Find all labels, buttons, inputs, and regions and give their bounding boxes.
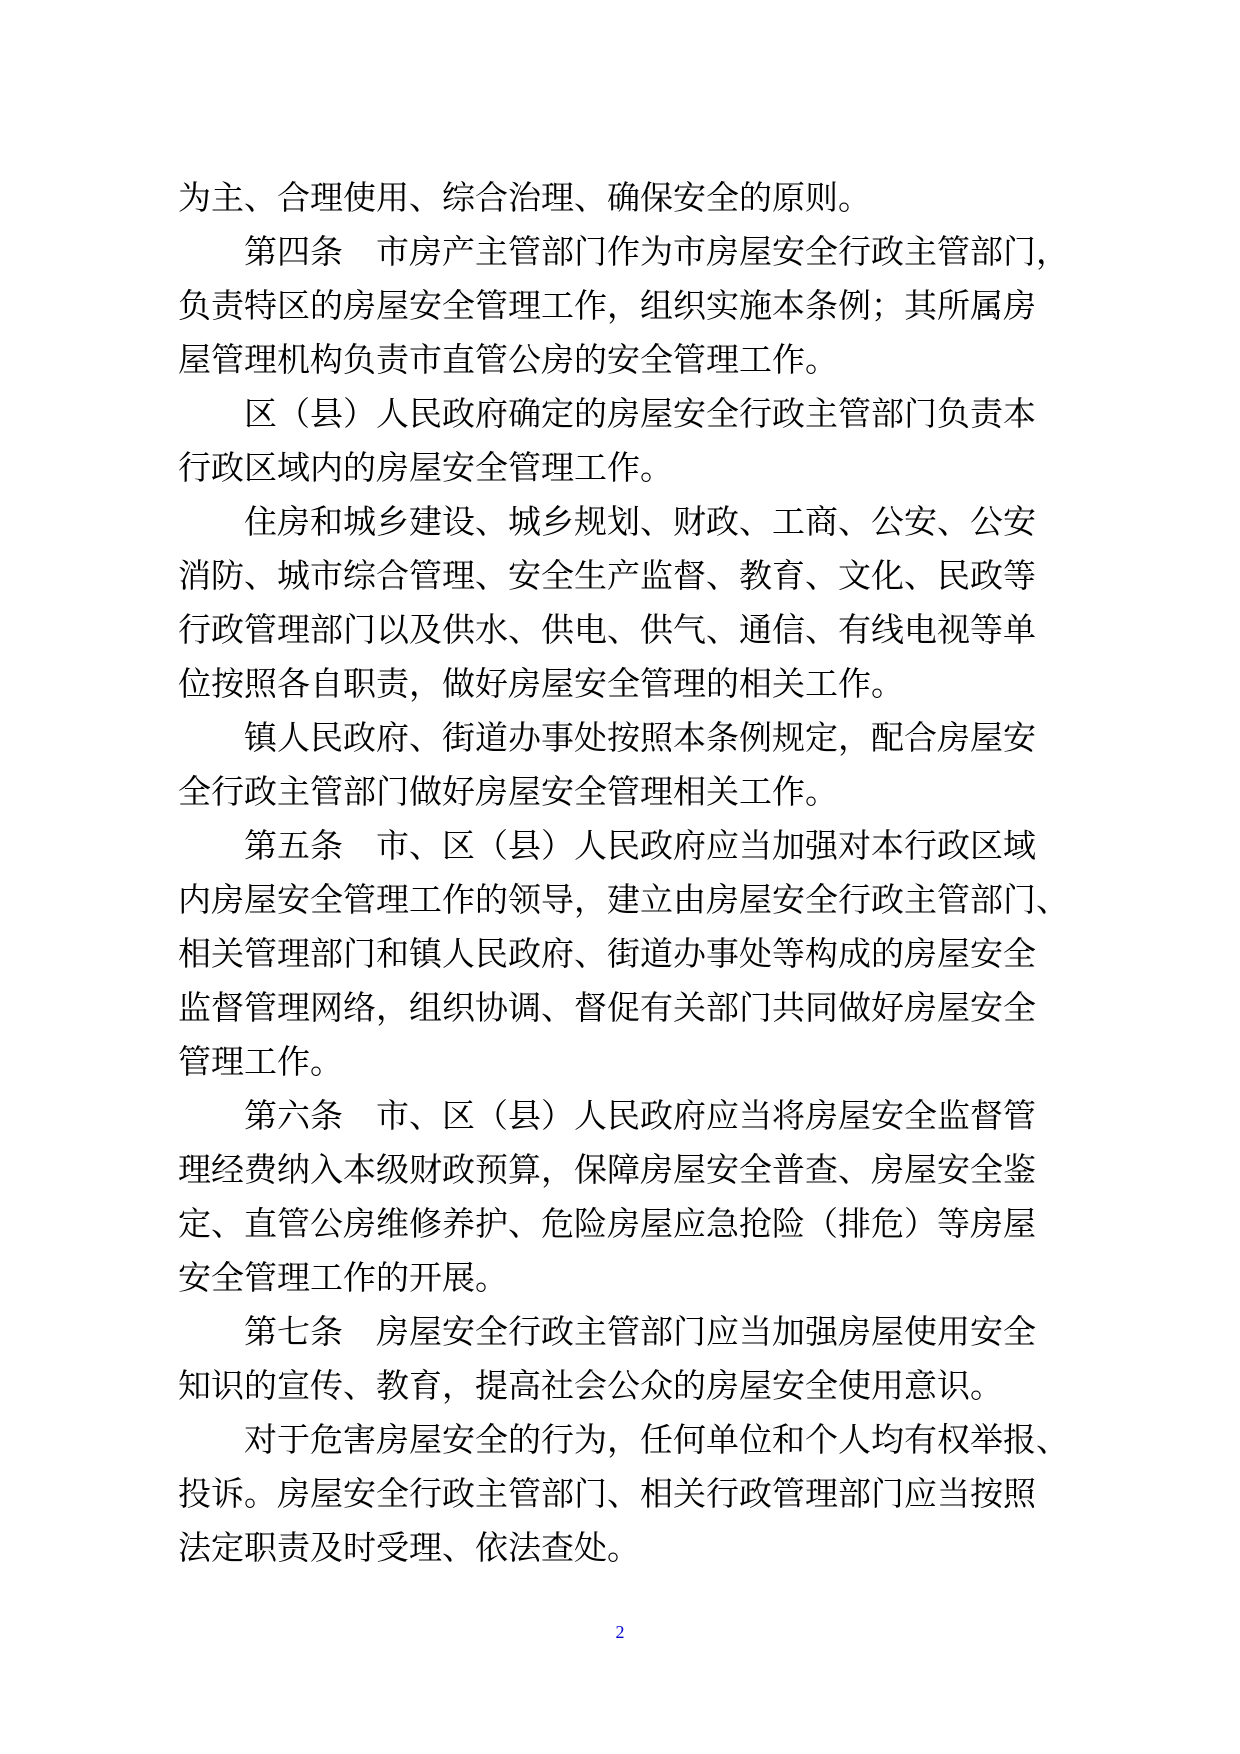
- text-line: 安全管理工作的开展。: [178, 1258, 508, 1297]
- text-line: 理经费纳入本级财政预算，保障房屋安全普查、房屋安全鉴: [178, 1150, 1036, 1189]
- page-number: 2: [615, 1622, 625, 1642]
- text-line: 知识的宣传、教育，提高社会公众的房屋安全使用意识。: [178, 1366, 1003, 1405]
- article-6-heading-line: 第六条 市、区（县）人民政府应当将房屋安全监督管: [244, 1096, 1036, 1135]
- text-line: 住房和城乡建设、城乡规划、财政、工商、公安、公安: [244, 502, 1036, 541]
- text-line: 全行政主管部门做好房屋安全管理相关工作。: [178, 772, 838, 811]
- article-7-heading-line: 第七条 房屋安全行政主管部门应当加强房屋使用安全: [244, 1312, 1036, 1351]
- text-line: 行政管理部门以及供水、供电、供气、通信、有线电视等单: [178, 610, 1036, 649]
- text-line: 位按照各自职责，做好房屋安全管理的相关工作。: [178, 664, 904, 703]
- text-line: 行政区域内的房屋安全管理工作。: [178, 448, 673, 487]
- regulation-body-text: [178, 171, 1070, 1575]
- text-line: 内房屋安全管理工作的领导，建立由房屋安全行政主管部门、: [178, 880, 1069, 919]
- text-line: 屋管理机构负责市直管公房的安全管理工作。: [178, 340, 838, 379]
- text-line: 对于危害房屋安全的行为，任何单位和个人均有权举报、: [244, 1420, 1069, 1459]
- text-line: 定、直管公房维修养护、危险房屋应急抢险（排危）等房屋: [178, 1204, 1036, 1243]
- text-line: 法定职责及时受理、依法查处。: [178, 1528, 640, 1567]
- text-line: 区（县）人民政府确定的房屋安全行政主管部门负责本: [244, 394, 1036, 433]
- text-line: 消防、城市综合管理、安全生产监督、教育、文化、民政等: [178, 556, 1036, 595]
- text-line: 投诉。房屋安全行政主管部门、相关行政管理部门应当按照: [178, 1474, 1036, 1513]
- article-4-heading-line: 第四条 市房产主管部门作为市房屋安全行政主管部门，: [244, 232, 1069, 271]
- text-line: 为主、合理使用、综合治理、确保安全的原则。: [178, 178, 871, 217]
- text-line: 管理工作。: [178, 1042, 343, 1081]
- text-line: 负责特区的房屋安全管理工作，组织实施本条例；其所属房: [178, 286, 1036, 325]
- text-line: 监督管理网络，组织协调、督促有关部门共同做好房屋安全: [178, 988, 1036, 1027]
- article-5-heading-line: 第五条 市、区（县）人民政府应当加强对本行政区域: [244, 826, 1036, 865]
- text-line: 镇人民政府、街道办事处按照本条例规定，配合房屋安: [244, 718, 1036, 757]
- text-line: 相关管理部门和镇人民政府、街道办事处等构成的房屋安全: [178, 934, 1036, 973]
